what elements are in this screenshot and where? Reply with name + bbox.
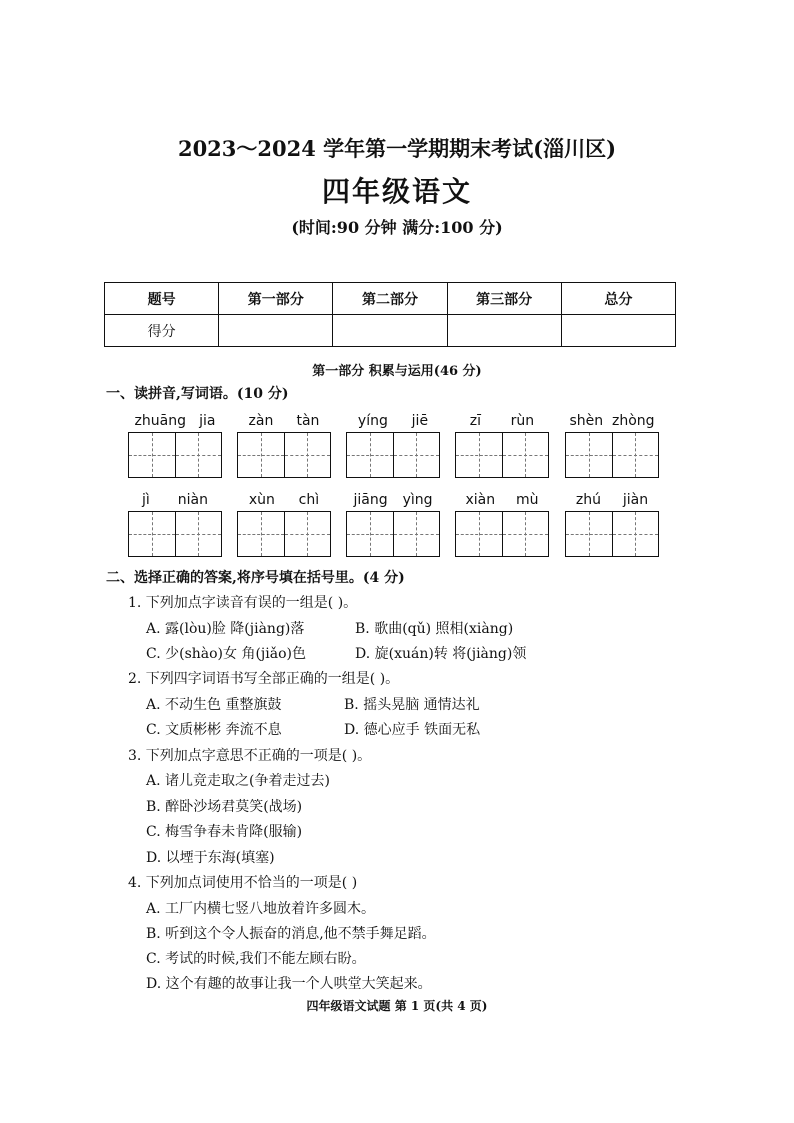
guide-line: [613, 455, 659, 456]
score-blank-cell[interactable]: [447, 315, 561, 347]
q2-option-d: D. 德心应手 铁面无私: [344, 722, 481, 738]
writing-cell[interactable]: [175, 433, 222, 477]
pinyin-row: [128, 410, 222, 432]
guide-line: [503, 534, 549, 535]
subject-title: 四年级语文: [321, 175, 472, 208]
q3-option-c: C. 梅雪争春未肯降(服输): [146, 824, 303, 840]
pinyin-group: [346, 489, 440, 557]
writing-box: [455, 432, 549, 478]
pinyin-row: [455, 489, 549, 511]
q2-option-a: A. 不动生色 重整旗鼓: [146, 697, 282, 713]
pinyin-row: [346, 489, 440, 511]
pinyin-syllable: tàn: [296, 413, 320, 429]
writing-box: [128, 432, 222, 478]
pinyin-syllable: zhú: [575, 492, 602, 508]
score-header-cell: 第二部分: [333, 283, 447, 315]
pinyin-group: [565, 489, 659, 557]
pinyin-row: [565, 410, 659, 432]
pinyin-row: [565, 489, 659, 511]
pinyin-syllable: chì: [298, 492, 320, 508]
q3-option-a: A. 诸儿竞走取之(争着走过去): [146, 773, 330, 789]
section2-title: 二、选择正确的答案,将序号填在括号里。(4 分): [106, 570, 405, 586]
writing-cell[interactable]: [393, 512, 440, 556]
pinyin-group: [455, 410, 549, 478]
q4-option-a: A. 工厂内横七竖八地放着许多圆木。: [146, 901, 376, 917]
writing-box: [455, 511, 549, 557]
guide-line: [176, 534, 222, 535]
score-header-cell: 题号: [105, 283, 219, 315]
pinyin-syllable: xiàn: [465, 492, 496, 508]
writing-cell[interactable]: [238, 433, 284, 477]
q4-option-c: C. 考试的时候,我们不能左顾右盼。: [146, 951, 366, 967]
exam-title: 2023～2024 学年第一学期期末考试(淄川区): [177, 136, 617, 161]
writing-cell[interactable]: [284, 512, 331, 556]
q1-option-a: A. 露(lòu)脸 降(jiàng)落: [146, 621, 305, 637]
pinyin-row: [455, 410, 549, 432]
guide-line: [238, 534, 284, 535]
score-blank-cell[interactable]: [561, 315, 675, 347]
writing-cell[interactable]: [566, 433, 612, 477]
writing-cell[interactable]: [175, 512, 222, 556]
q3-option-b: B. 醉卧沙场君莫笑(战场): [146, 799, 303, 815]
guide-line: [129, 534, 175, 535]
writing-cell[interactable]: [393, 433, 440, 477]
guide-line: [285, 455, 331, 456]
part1-title: 第一部分 积累与运用(46 分): [312, 364, 482, 379]
score-table: [104, 282, 676, 347]
pinyin-syllable: zàn: [248, 413, 274, 429]
pinyin-syllable: niàn: [177, 492, 208, 508]
guide-line: [285, 534, 331, 535]
exam-info: (时间:90 分钟 满分:100 分): [291, 218, 503, 237]
pinyin-row: [128, 489, 222, 511]
writing-cell[interactable]: [612, 512, 659, 556]
pinyin-syllable: jia: [199, 413, 216, 429]
guide-line: [503, 455, 549, 456]
pinyin-group: [237, 489, 331, 557]
pinyin-syllable: yìng: [402, 492, 433, 508]
pinyin-syllable: zī: [469, 413, 482, 429]
question-4-stem: 4. 下列加点词使用不恰当的一项是( ): [128, 875, 358, 891]
pinyin-syllable: xùn: [248, 492, 275, 508]
writing-box: [346, 432, 440, 478]
writing-cell[interactable]: [502, 433, 549, 477]
pinyin-syllable: jiē: [411, 413, 429, 429]
score-table-header-row: [105, 283, 676, 315]
guide-line: [456, 534, 502, 535]
q4-option-d: D. 这个有趣的故事让我一个人哄堂大笑起来。: [146, 976, 432, 992]
q1-option-b: B. 歌曲(qǔ) 照相(xiàng): [355, 621, 514, 637]
pinyin-syllable: yíng: [357, 413, 388, 429]
writing-cell[interactable]: [347, 512, 393, 556]
page-footer: 四年级语文试题 第 1 页(共 4 页): [306, 999, 488, 1013]
q3-option-d: D. 以堙于东海(填塞): [146, 850, 275, 866]
guide-line: [394, 534, 440, 535]
writing-box: [128, 511, 222, 557]
writing-cell[interactable]: [456, 433, 502, 477]
guide-line: [347, 534, 393, 535]
pinyin-syllable: shèn: [569, 413, 604, 429]
guide-line: [347, 455, 393, 456]
q2-option-c: C. 文质彬彬 奔流不息: [146, 722, 282, 738]
guide-line: [566, 534, 612, 535]
q1-option-d: D. 旋(xuán)转 将(jiàng)领: [355, 646, 527, 662]
writing-cell[interactable]: [566, 512, 612, 556]
guide-line: [394, 455, 440, 456]
pinyin-group: [128, 489, 222, 557]
writing-box: [346, 511, 440, 557]
pinyin-syllable: rùn: [510, 413, 535, 429]
pinyin-syllable: jì: [142, 492, 150, 508]
pinyin-row: [237, 410, 331, 432]
score-row-label: 得分: [105, 315, 219, 347]
guide-line: [613, 534, 659, 535]
writing-cell[interactable]: [129, 512, 175, 556]
guide-line: [456, 455, 502, 456]
writing-cell[interactable]: [129, 433, 175, 477]
writing-box: [565, 432, 659, 478]
pinyin-syllable: zhòng: [611, 413, 655, 429]
question-3-stem: 3. 下列加点字意思不正确的一项是( )。: [128, 748, 372, 764]
score-header-cell: 第一部分: [219, 283, 333, 315]
guide-line: [566, 455, 612, 456]
question-1-stem: 1. 下列加点字读音有误的一组是( )。: [128, 595, 358, 611]
writing-box: [237, 511, 331, 557]
pinyin-row: [346, 410, 440, 432]
question-2-stem: 2. 下列四字词语书写全部正确的一组是( )。: [128, 671, 400, 687]
writing-cell[interactable]: [238, 512, 284, 556]
pinyin-group: [346, 410, 440, 478]
pinyin-syllable: jiàn: [622, 492, 649, 508]
score-header-cell: 第三部分: [447, 283, 561, 315]
q1-option-c: C. 少(shào)女 角(jiǎo)色: [146, 646, 306, 662]
pinyin-syllable: zhuāng: [134, 413, 186, 429]
pinyin-group: [565, 410, 659, 478]
score-table-score-row: [105, 315, 676, 347]
pinyin-group: [237, 410, 331, 478]
writing-box: [565, 511, 659, 557]
guide-line: [238, 455, 284, 456]
guide-line: [129, 455, 175, 456]
writing-cell[interactable]: [347, 433, 393, 477]
writing-box: [237, 432, 331, 478]
score-blank-cell[interactable]: [333, 315, 447, 347]
score-blank-cell[interactable]: [219, 315, 333, 347]
writing-cell[interactable]: [612, 433, 659, 477]
q4-option-b: B. 听到这个令人振奋的消息,他不禁手舞足蹈。: [146, 926, 436, 942]
q2-option-b: B. 摇头晃脑 通情达礼: [344, 697, 480, 713]
pinyin-row: [237, 489, 331, 511]
pinyin-group: [128, 410, 222, 478]
writing-cell[interactable]: [502, 512, 549, 556]
guide-line: [176, 455, 222, 456]
writing-cell[interactable]: [456, 512, 502, 556]
pinyin-syllable: mù: [516, 492, 539, 508]
pinyin-syllable: jiāng: [353, 492, 388, 508]
writing-cell[interactable]: [284, 433, 331, 477]
score-header-cell: 总分: [561, 283, 675, 315]
section1-title: 一、读拼音,写词语。(10 分): [106, 386, 289, 402]
pinyin-group: [455, 489, 549, 557]
